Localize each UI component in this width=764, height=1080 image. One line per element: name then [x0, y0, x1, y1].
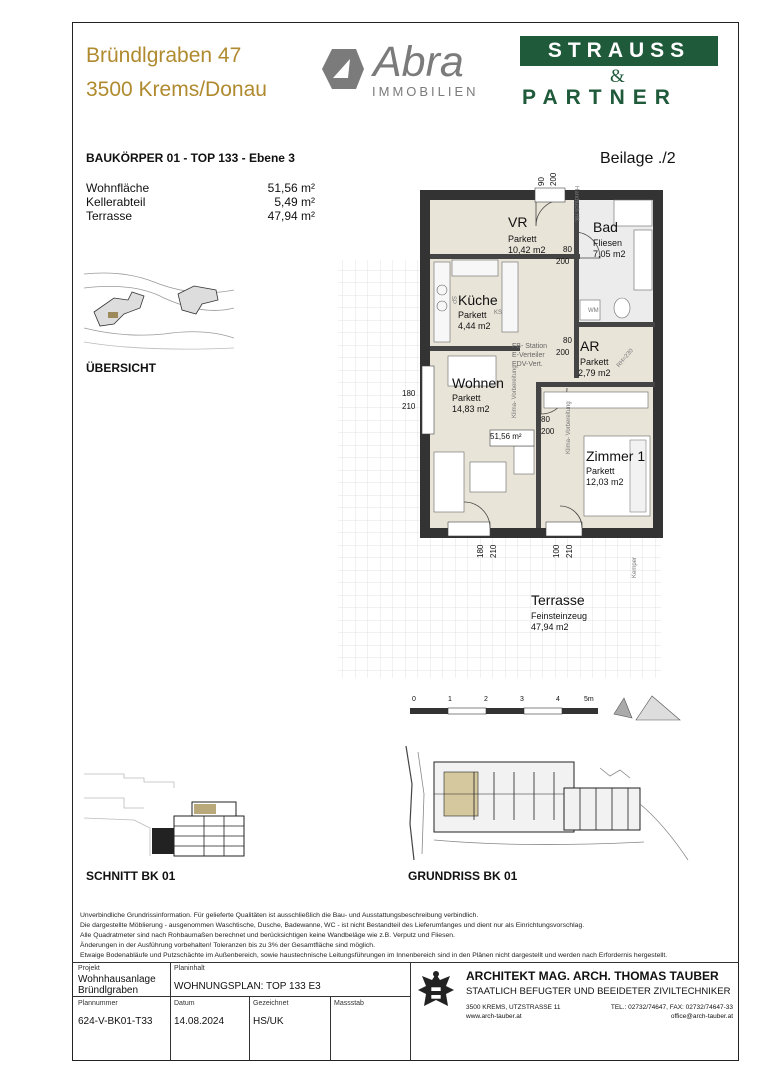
- planinhalt-value: WOHNUNGSPLAN: TOP 133 E3: [174, 981, 321, 992]
- dim-door-bad-h: 200: [556, 257, 570, 266]
- disclaimer-line: Etwaige Bodenabläufe und Putzschächte im Außenbereich, sowie haustechnische Leitungsführungen im Innenbereich sind in den Plänen nicht dargestellt und werden nach Erfordernis hergestellt.: [80, 952, 668, 959]
- area-label: Kellerabteil: [86, 195, 146, 209]
- note-klima-2: Klima- Vorbereitung: [566, 401, 572, 454]
- disclaimer-line: Alle Quadratmeter sind nach Rohbaumaßen berechnet und berücksichtigen keine Wandbeläge wie z.B. Verputz und Fliesen.: [80, 932, 455, 939]
- note-fb-station: FB- Station: [512, 343, 548, 350]
- scale-bar: [410, 706, 600, 718]
- datum-value: 14.08.2024: [174, 1016, 225, 1027]
- note-edv: EDV-Vert.: [512, 361, 543, 368]
- address-line-1: Bründlgraben 47: [86, 44, 242, 67]
- room-wohnen-area: 14,83 m2: [452, 404, 490, 414]
- room-kueche-floor: Parkett: [458, 310, 487, 320]
- title-block-divider: [72, 996, 410, 997]
- coat-of-arms-icon: [416, 970, 456, 1016]
- grundriss-label: GRUNDRISS BK 01: [408, 869, 518, 883]
- plannummer-value: 624-V-BK01-T33: [78, 1016, 153, 1027]
- projekt-line-2: Bründlgraben: [78, 985, 139, 996]
- area-row: [86, 195, 315, 209]
- room-kueche-name: Küche: [458, 292, 498, 308]
- abra-logo-text: Abra: [373, 38, 464, 86]
- title-block-divider: [249, 996, 250, 1060]
- unit-subtitle: BAUKÖRPER 01 - TOP 133 - Ebene 3: [86, 151, 295, 165]
- planinhalt-label: Planinhalt: [174, 965, 205, 972]
- area-value: 5,49 m²: [274, 195, 315, 209]
- architect-subtitle: STAATLICH BEFUGTER UND BEEIDETER ZIVILTECHNIKER: [466, 986, 731, 997]
- dim-door-top-w: 90: [537, 177, 546, 186]
- room-bad-floor: Fliesen: [593, 238, 623, 248]
- room-ar-floor: Parkett: [580, 357, 609, 367]
- dim-win-left-h: 210: [402, 402, 416, 411]
- abra-logo-mark: [318, 45, 366, 93]
- room-zimmer-name: Zimmer 1: [586, 448, 646, 464]
- architect-name: ARCHITEKT MAG. ARCH. THOMAS TAUBER: [466, 969, 719, 983]
- area-value: 47,94 m²: [267, 209, 315, 223]
- scale-tick: 3: [520, 696, 524, 703]
- architect-phone: TEL.: 02732/74647, FAX: 02732/74647-33: [610, 1004, 733, 1011]
- scale-tick: 0: [412, 696, 416, 703]
- scale-tick: 4: [556, 696, 560, 703]
- room-wohnen-floor: Parkett: [452, 393, 481, 403]
- disclaimer-line: Die dargestellte Möblierung - ausgenommen Waschtische, Dusche, Badewanne, WC - ist nicht Bestandteil des Lieferumfanges und dient nur als Einrichtungsvorschlag.: [80, 922, 585, 929]
- area-label: Terrasse: [86, 209, 133, 223]
- gezeichnet-value: HS/UK: [253, 1016, 284, 1027]
- address-line-2: 3500 Krems/Donau: [86, 78, 267, 101]
- disclaimer-line: Unverbindliche Grundrissinformation. Für gelieferte Qualitäten ist ausschließlich die Bau- und Ausstattungsbeschreibung verbindlich.: [80, 912, 479, 919]
- note-sp: SP: [450, 296, 456, 305]
- architect-address: 3500 KREMS, UTZSTRASSE 11: [466, 1004, 561, 1011]
- plannummer-label: Plannummer: [78, 1000, 118, 1007]
- overview-label: ÜBERSICHT: [86, 361, 157, 375]
- area-label: Wohnfläche: [86, 181, 150, 195]
- note-e-verteiler: E-Verteiler: [512, 352, 545, 359]
- title-block-border: [72, 962, 739, 963]
- dim-door-ar-h: 200: [556, 348, 570, 357]
- note-wm: WM: [588, 308, 599, 314]
- area-value: 51,56 m²: [267, 181, 315, 195]
- title-block-divider: [170, 962, 171, 1060]
- dim-win-bot1-h: 210: [489, 544, 498, 558]
- strauss-logo-bottom: PARTNER: [522, 86, 678, 109]
- gezeichnet-label: Gezeichnet: [253, 1000, 289, 1007]
- note-klima-1: Klima- Vorbereitung: [512, 365, 518, 418]
- room-vr-area: 10,42 m2: [508, 245, 546, 255]
- room-ar-area: 2,79 m2: [578, 368, 611, 378]
- room-ar-name: AR: [580, 338, 600, 354]
- abra-logo-sub: IMMOBILIEN: [372, 84, 479, 99]
- note-rh: RH=230: [616, 348, 635, 369]
- overview-site-map: [84, 268, 234, 356]
- dim-door-zim-w: 80: [541, 415, 550, 424]
- disclaimer-line: Änderungen in der Ausführung vorbehalten! Toleranzen bis zu 3% der Gesamtfläche sind möglich.: [80, 942, 375, 949]
- scale-tick: 1: [448, 696, 452, 703]
- dim-win-bot2-w: 100: [552, 544, 561, 558]
- dim-door-top-h: 200: [549, 172, 558, 186]
- area-row: [86, 181, 315, 195]
- room-terrasse-area: 47,94 m2: [531, 622, 569, 632]
- dim-win-bot1-w: 180: [476, 544, 485, 558]
- title-block-divider: [410, 962, 411, 1060]
- beilage-label: Beilage ./2: [600, 150, 676, 167]
- room-terrasse-floor: Feinsteinzeug: [531, 611, 588, 621]
- dim-win-bot2-h: 210: [565, 544, 574, 558]
- dim-win-left-w: 180: [402, 389, 416, 398]
- room-bad-area: 7,05 m2: [593, 249, 626, 259]
- area-row: [86, 209, 315, 223]
- room-wohnen-name: Wohnen: [452, 375, 504, 391]
- room-zimmer-floor: Parkett: [586, 466, 615, 476]
- title-block-divider: [330, 996, 331, 1060]
- section-drawing: [84, 768, 264, 858]
- dim-door-zim-h: 200: [541, 427, 555, 436]
- architect-email: office@arch-tauber.at: [670, 1013, 733, 1020]
- room-vr-name: VR: [508, 214, 528, 230]
- note-ks: KS: [494, 310, 503, 316]
- room-zimmer-area: 12,03 m2: [586, 477, 624, 487]
- grundriss-drawing: [404, 744, 690, 862]
- dim-door-ar-w: 80: [563, 336, 572, 345]
- room-kueche-area: 4,44 m2: [458, 321, 491, 331]
- room-terrasse-name: Terrasse: [531, 592, 585, 608]
- section-label: SCHNITT BK 01: [86, 869, 176, 883]
- architect-web: www.arch-tauber.at: [466, 1013, 522, 1020]
- datum-label: Datum: [174, 1000, 195, 1007]
- strauss-logo-amp: &: [610, 66, 625, 87]
- scale-tick: 2: [484, 696, 488, 703]
- north-arrow-icon: [610, 694, 682, 722]
- room-vr-floor: Parkett: [508, 234, 537, 244]
- strauss-logo-top: STRAUSS: [520, 36, 718, 66]
- room-bad-name: Bad: [593, 219, 618, 235]
- scale-tick: 5m: [584, 696, 594, 703]
- note-handtuch: Handtuch HK: [573, 186, 579, 222]
- dim-door-bad-w: 80: [563, 245, 572, 254]
- note-kemper: Kemper: [632, 556, 638, 578]
- projekt-label: Projekt: [78, 965, 100, 972]
- massstab-label: Massstab: [334, 1000, 364, 1007]
- projekt-line-1: Wohnhausanlage: [78, 974, 156, 985]
- total-area-box: 51,56 m²: [490, 432, 522, 441]
